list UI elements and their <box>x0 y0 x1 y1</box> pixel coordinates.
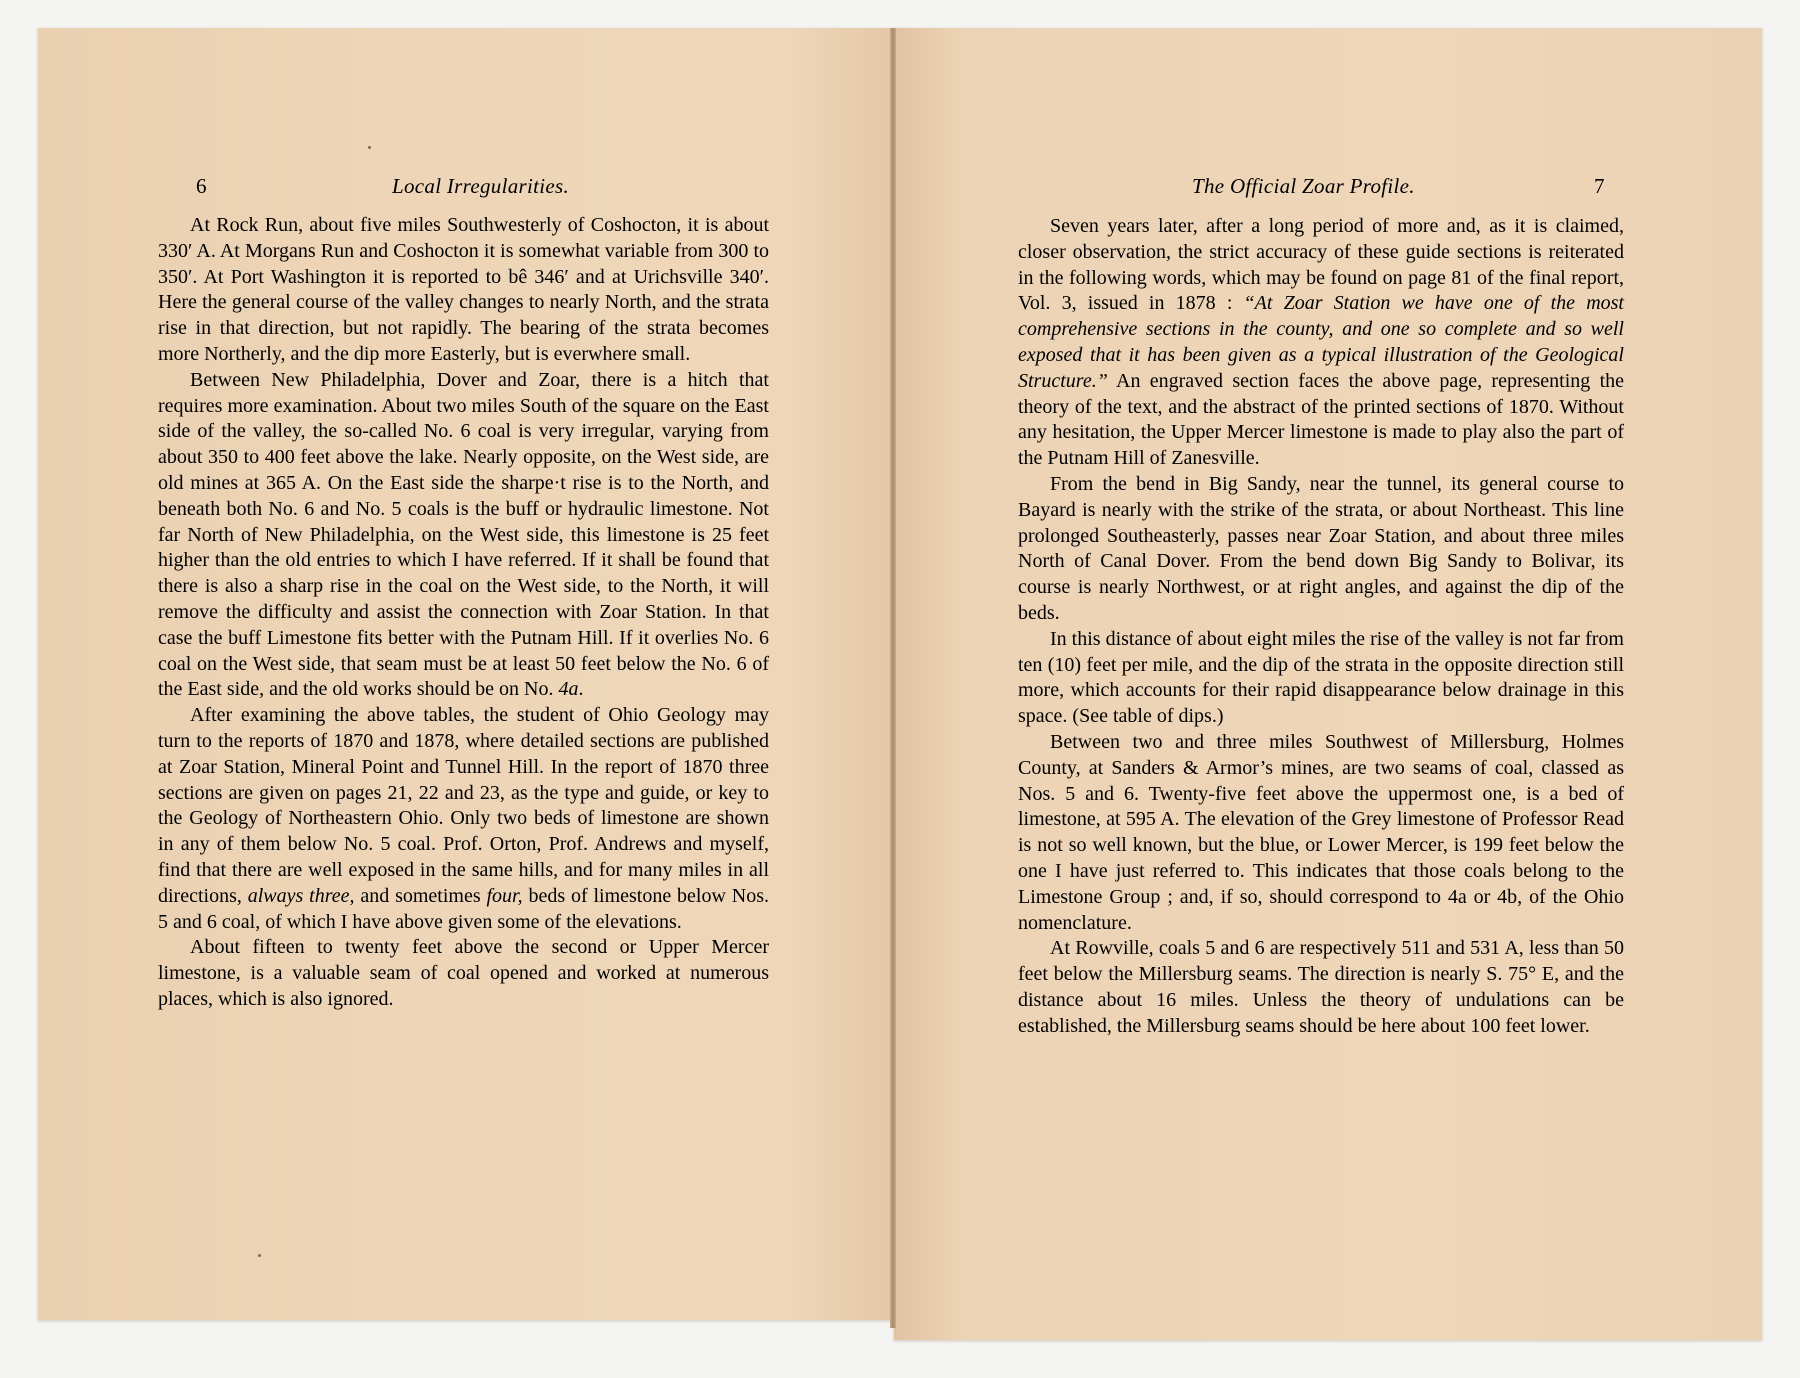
running-title-left: Local Irregularities. <box>392 174 570 198</box>
paragraph <box>1018 214 1624 472</box>
paragraph: Between two and three miles Southwest of Millersburg, Holmes County, at Sanders & Armor’s mines, are two seams of coal, classed as Nos. 5 and 6. Twenty-five feet above the uppermost one, is a bed of limestone, at 595 A. The elevation of the Grey limestone of Professor Read is not so well known, but the blue, or Lower Mercer, is 199 feet below the one I have just referred to. This indicates that those coals belong to the Limestone Group ; and, if so, should correspond to 4a or 4b, of the Ohio nomenclature. <box>1018 730 1624 934</box>
paragraph: From the bend in Big Sandy, near the tunnel, its general course to Bayard is nearly with the strike of the strata, or about Northeast. This line prolonged Southeasterly, passes near Zoar Station, and about three miles North of Canal Dover. From the bend down Big Sandy to Bolivar, its course is nearly Northwest, or at right angles, and against the dip of the beds. <box>1018 472 1624 624</box>
left-page-body <box>158 213 769 1013</box>
page-number-right: 7 <box>1594 174 1605 198</box>
paper-speck <box>258 1254 261 1257</box>
paragraph-italic: four, <box>486 884 523 907</box>
paper-speck <box>368 146 371 149</box>
right-page-body <box>1018 214 1624 1040</box>
paragraph-text: . <box>578 678 584 701</box>
running-title-right: The Official Zoar Profile. <box>1192 174 1415 198</box>
paragraph-italic: 4a <box>558 678 579 701</box>
paragraph <box>158 703 769 935</box>
paragraph: In this distance of about eight miles the rise of the valley is not far from ten (10) feet per mile, and the dip of the strata in the opposite direction still more, which accounts for their rapid disappearance below drainage in this space. (See table of dips.) <box>1018 627 1624 728</box>
paragraph-text: beds of limestone below Nos. 5 and 6 coal, of which I have above given some of the elevations. <box>158 884 770 933</box>
paragraph: At Rock Run, about five miles Southwesterly of Coshocton, it is about 330′ A. At Morgans Run and Coshocton it is somewhat variable from 300 to 350′. At Port Washington it is reported to bê 346′ and at Urichsville 340′. Here the general course of the valley changes to nearly North, and the strata rise in that direction, but not rapidly. The bearing of the strata becomes more Northerly, and the dip more Easterly, but is everwhere small. <box>158 214 769 365</box>
page-number-left: 6 <box>196 174 207 198</box>
paragraph-text: and sometimes <box>354 884 487 907</box>
paragraph: At Rowville, coals 5 and 6 are respectively 511 and 531 A, less than 50 feet below the Millersburg seams. The direction is nearly S. 75° E, and the distance about 16 miles. Unless the theory of undulations can be established, the Millersburg seams should be here about 100 feet lower. <box>1018 937 1624 1037</box>
book-spine <box>890 28 896 1328</box>
paragraph <box>158 368 769 703</box>
paragraph-italic: always three, <box>247 884 355 907</box>
paragraph-text: An engraved section faces the above page, representing the theory of the text, and the abstract of the printed sections of 1870. Without any hesitation, the Upper Mercer limestone is made to play also the part of the Putnam Hill of Zanesville. <box>1018 369 1624 470</box>
paragraph-text: Between New Philadelphia, Dover and Zoar, there is a hitch that requires more examination. About two miles South of the square on the East side of the valley, the so-called No. 6 coal is very irregular, varying from about 350 to 400 feet above the lake. Nearly opposite, on the West side, are old mines at 365 A. On the East side the sharpe·t rise is to the North, and beneath both No. 6 and No. 5 coals is the buff or hydraulic limestone. Not far North of New Philadelphia, on the West side, this limestone is 25 feet higher than the old entries to which I have referred. If it shall be found that there is also a sharp rise in the coal on the West side, to the North, it will remove the difficulty and assist the connection with Zoar Station. In that case the buff Limestone fits better with the Putnam Hill. If it overlies No. 6 coal on the West side, that seam must be at least 50 feet below the No. 6 of the East side, and the old works should be on No. <box>158 368 769 701</box>
quoted-passage: “At Zoar Station we have one of the most comprehensive sections in the county, and one so complete and so well exposed that it has been given as a typical illustration of the Geological Structure.” <box>1018 292 1624 392</box>
paragraph-text: Seven years later, after a long period of more and, as it is claimed, closer observation, the strict accuracy of these guide sections is reiterated in the following words, which may be found on page 81 of the final report, Vol. 3, issued in 1878 : <box>1018 215 1624 315</box>
paragraph: About fifteen to twenty feet above the second or Upper Mercer limestone, is a valuable seam of coal opened and worked at numerous places, which is also ignored. <box>158 936 769 1010</box>
paragraph-text: After examining the above tables, the student of Ohio Geology may turn to the reports of 1870 and 1878, where detailed sections are published at Zoar Station, Mineral Point and Tunnel Hill. In the report of 1870 three sections are given on pages 21, 22 and 23, as the type and guide, or key to the Geology of Northeastern Ohio. Only two beds of limestone are shown in any of them below No. 5 coal. Prof. Orton, Prof. Andrews and myself, find that there are well exposed in the same hills, and for many miles in all directions, <box>158 704 769 907</box>
